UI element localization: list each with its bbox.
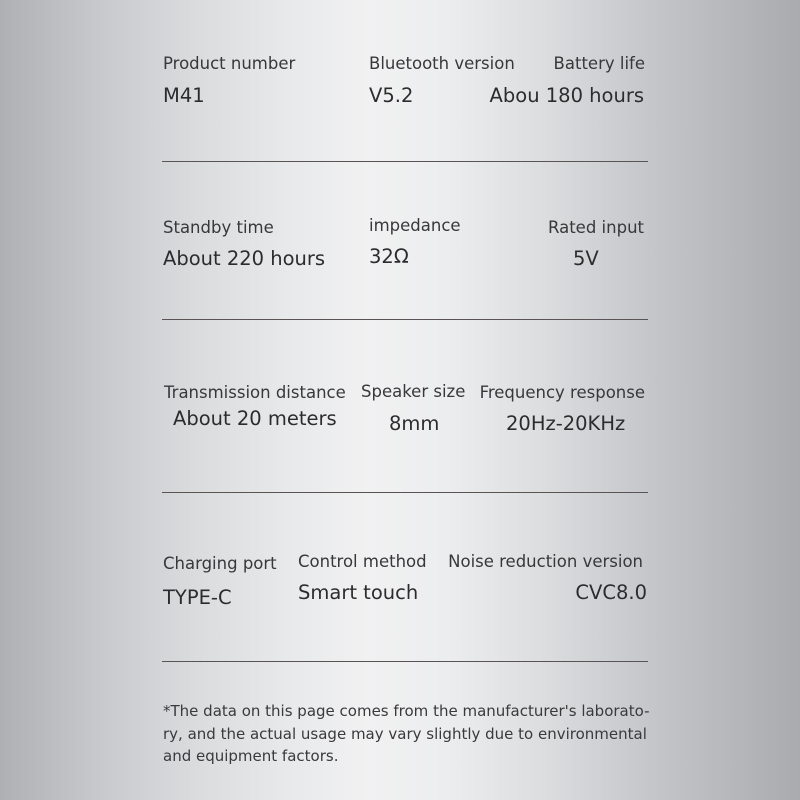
frequency-response-value: 20Hz-20KHz [506,412,626,435]
transmission-distance-value: About 20 meters [173,407,337,430]
battery-life-value: Abou 180 hours [489,84,644,107]
footnote-line: ry, and the actual usage may vary slightly due to environmental [163,724,647,743]
control-method-value: Smart touch [298,581,419,604]
charging-port-label: Charging port [163,554,277,573]
rated-input-value: 5V [573,247,599,270]
product-number-value: M41 [163,84,205,107]
standby-time-label: Standby time [163,218,274,237]
footnote-line: *The data on this page comes from the manufacturer's laborato- [163,702,650,720]
footnote [163,700,663,768]
divider [162,492,648,493]
speaker-size-value: 8mm [389,412,440,435]
divider [162,319,648,320]
divider [162,161,648,162]
standby-time-value: About 220 hours [163,247,326,270]
rated-input-label: Rated input [548,218,644,237]
speaker-size-label: Speaker size [361,382,466,401]
impedance-label: impedance [369,216,461,235]
bluetooth-version-label: Bluetooth version [369,54,515,73]
divider [162,661,648,662]
noise-reduction-version-value: CVC8.0 [575,581,647,604]
transmission-distance-label: Transmission distance [164,383,346,402]
bluetooth-version-value: V5.2 [369,84,414,107]
control-method-label: Control method [298,552,427,571]
frequency-response-label: Frequency response [479,383,645,402]
product-number-label: Product number [163,54,296,73]
footnote-line: and equipment factors. [163,747,339,765]
impedance-value: 32Ω [369,245,409,268]
charging-port-value: TYPE-C [163,586,232,609]
battery-life-label: Battery life [553,54,645,73]
noise-reduction-version-label: Noise reduction version [448,552,643,571]
